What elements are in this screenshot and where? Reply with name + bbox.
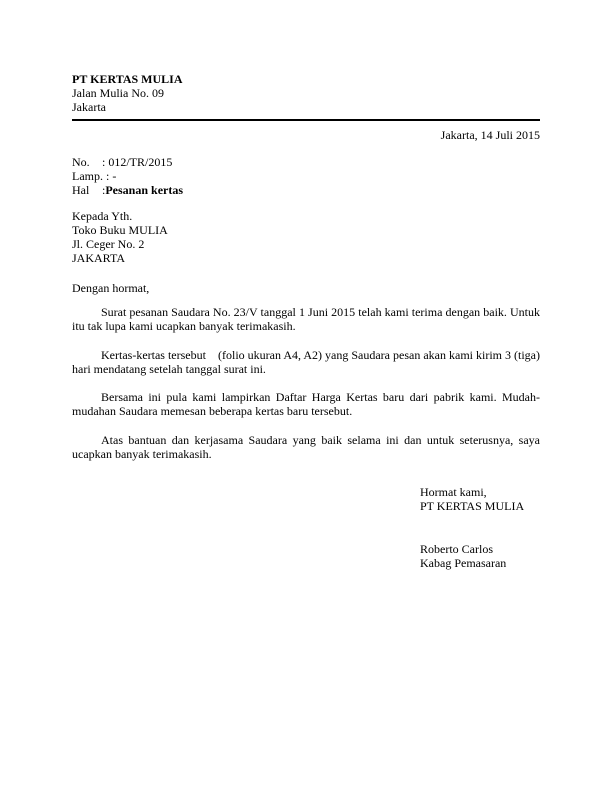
signatory-name: Roberto Carlos bbox=[420, 542, 493, 556]
meta-row-subject bbox=[72, 183, 183, 197]
meta-attachment-label: Lamp. bbox=[72, 169, 103, 183]
letterhead bbox=[72, 72, 182, 114]
letter-date: Jakarta, 14 Juli 2015 bbox=[440, 128, 540, 142]
body-paragraph-3 bbox=[72, 390, 540, 418]
paragraph-line: Surat pesanan Saudara No. 23/V tanggal 1 Juni 2015 telah kami terima dengan baik. Untuk bbox=[101, 305, 540, 319]
paragraph-line: Bersama ini pula kami lampirkan Daftar Harga Kertas baru dari pabrik kami. Mudah- bbox=[101, 390, 540, 404]
closing-block bbox=[420, 485, 524, 513]
paragraph-line: itu tak lupa kami ucapkan banyak terimakasih. bbox=[72, 319, 296, 333]
body-paragraph-4 bbox=[72, 433, 540, 461]
meta-subject-label: Hal bbox=[72, 183, 90, 197]
closing-phrase: Hormat kami, bbox=[420, 485, 487, 499]
paragraph-line: Kertas-kertas tersebut (folio ukuran A4, A2) yang Saudara pesan akan kami kirim 3 (tiga) bbox=[101, 348, 540, 362]
recipient-street: Jl. Ceger No. 2 bbox=[72, 237, 145, 251]
recipient-block bbox=[72, 209, 168, 265]
signature-block bbox=[420, 542, 506, 570]
paragraph-line: mudahan Saudara memesan beberapa kertas baru tersebut. bbox=[72, 404, 353, 418]
recipient-city: JAKARTA bbox=[72, 251, 125, 265]
recipient-salutation: Kepada Yth. bbox=[72, 209, 133, 223]
meta-number-value: : 012/TR/2015 bbox=[102, 155, 173, 169]
meta-row-attachment bbox=[72, 169, 183, 183]
company-name: PT KERTAS MULIA bbox=[72, 72, 183, 86]
meta-subject-separator: : bbox=[102, 183, 106, 197]
paragraph-line: Atas bantuan dan kerjasama Saudara yang baik selama ini dan untuk seterusnya, saya bbox=[101, 433, 540, 447]
letterhead-divider bbox=[72, 119, 540, 121]
meta-subject-value: Pesanan kertas bbox=[105, 183, 184, 197]
closing-company: PT KERTAS MULIA bbox=[420, 499, 525, 513]
signatory-title: Kabag Pemasaran bbox=[420, 556, 507, 570]
recipient-name: Toko Buku MULIA bbox=[72, 223, 168, 237]
paragraph-line: ucapkan banyak terimakasih. bbox=[72, 447, 212, 461]
company-address-city: Jakarta bbox=[72, 100, 106, 114]
meta-attachment-value: : - bbox=[106, 169, 117, 183]
greeting: Dengan hormat, bbox=[72, 281, 150, 295]
paragraph-line: hari mendatang setelah tanggal surat ini. bbox=[72, 362, 266, 376]
meta-number-label: No. bbox=[72, 155, 90, 169]
body-paragraph-2 bbox=[72, 348, 540, 376]
letter-meta bbox=[72, 155, 183, 197]
meta-row-number bbox=[72, 155, 183, 169]
body-paragraph-1 bbox=[72, 305, 540, 333]
company-address-street: Jalan Mulia No. 09 bbox=[72, 86, 164, 100]
